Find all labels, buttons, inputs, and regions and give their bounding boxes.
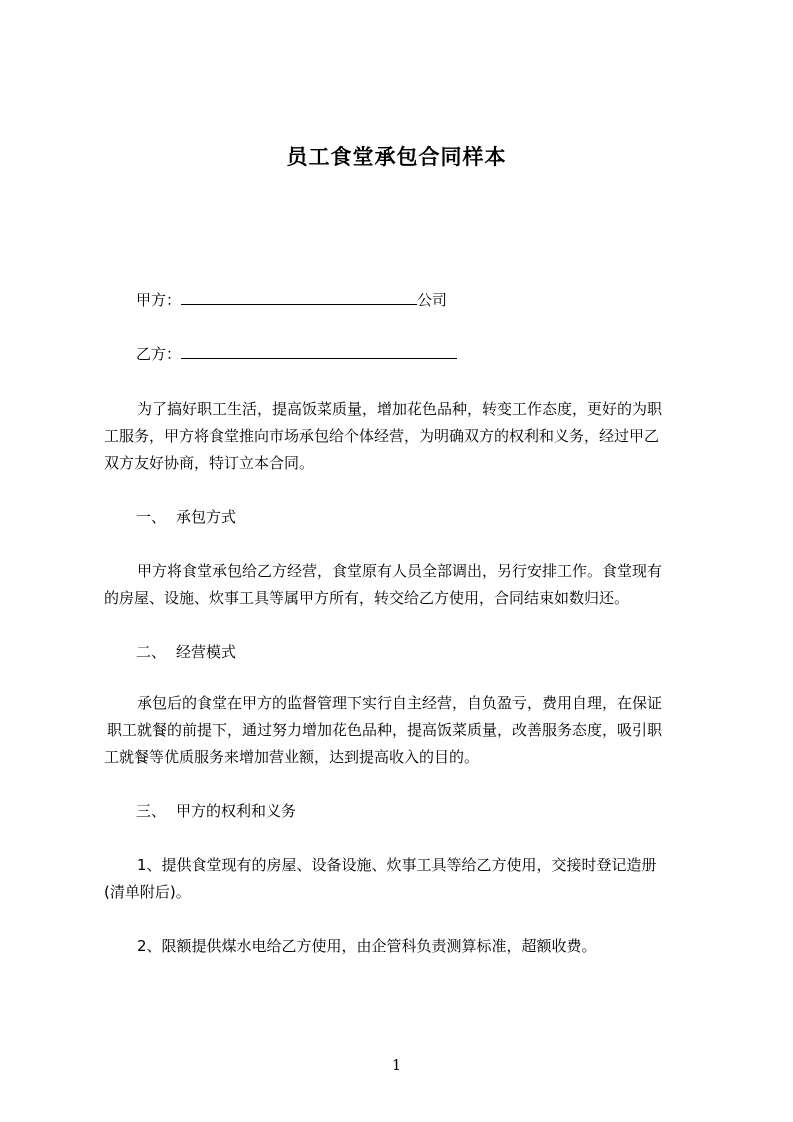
section-3-number: 三、 xyxy=(136,802,167,820)
page-number: 1 xyxy=(391,1056,402,1074)
party-a-suffix: 公司 xyxy=(417,291,448,309)
document-title: 员工食堂承包合同样本 xyxy=(286,145,507,169)
section-3-item-1-line-2: (清单附后)。 xyxy=(104,883,191,901)
section-3-title: 甲方的权利和义务 xyxy=(176,802,297,820)
party-a-blank xyxy=(181,290,417,305)
section-3-item-2-line-1: 2、限额提供煤水电给乙方使用，由企管科负责测算标准，超额收费。 xyxy=(137,937,597,955)
section-2-heading xyxy=(136,641,236,663)
party-b-blank xyxy=(181,344,457,359)
section-1-line-1: 甲方将食堂承包给乙方经营，食堂原有人员全部调出，另行安排工作。食堂现有 xyxy=(137,562,663,580)
party-b-line xyxy=(136,343,457,365)
section-2-line-3: 工就餐等优质服务来增加营业额，达到提高收入的目的。 xyxy=(104,748,480,766)
section-2-number: 二、 xyxy=(136,643,167,661)
intro-line-1: 为了搞好职工生活，提高饭菜质量，增加花色品种，转变工作态度，更好的为职 xyxy=(137,400,663,418)
party-a-line xyxy=(136,289,447,311)
intro-line-3: 双方友好协商，特订立本合同。 xyxy=(104,454,315,472)
party-a-label: 甲方： xyxy=(136,291,182,309)
section-1-heading xyxy=(136,506,236,528)
section-2-line-1: 承包后的食堂在甲方的监督管理下实行自主经营，自负盈亏，费用自理，在保证 xyxy=(137,694,663,712)
section-3-item-1-line-1: 1、提供食堂现有的房屋、设备设施、炊事工具等给乙方使用，交接时登记造册 xyxy=(137,856,657,874)
section-1-number: 一、 xyxy=(136,508,167,526)
party-b-label: 乙方： xyxy=(136,345,182,363)
section-3-heading xyxy=(136,800,296,822)
section-2-line-2: 职工就餐的前提下，通过努力增加花色品种，提高饭菜质量，改善服务态度，吸引职 xyxy=(107,721,663,739)
section-2-title: 经营模式 xyxy=(176,643,237,661)
section-1-title: 承包方式 xyxy=(176,508,237,526)
intro-line-2: 工服务，甲方将食堂推向市场承包给个体经营，为明确双方的权利和义务，经过甲乙 xyxy=(104,427,660,445)
section-1-line-2: 的房屋、设施、炊事工具等属甲方所有，转交给乙方使用，合同结束如数归还。 xyxy=(104,589,630,607)
